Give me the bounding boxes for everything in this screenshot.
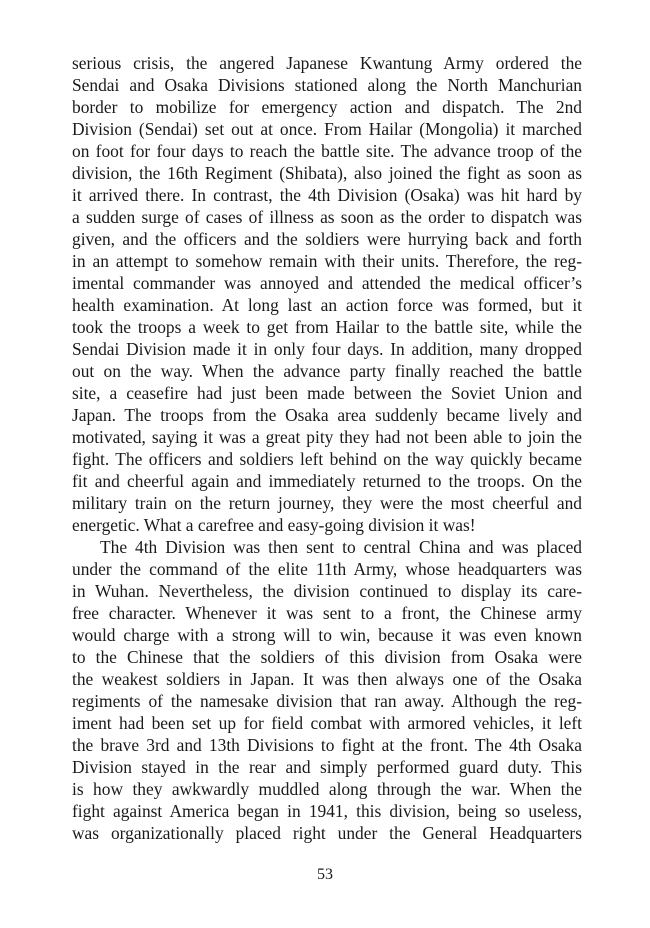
paragraph <box>72 52 582 536</box>
text-line: given, and the officers and the soldiers were hurrying back and forth <box>72 229 582 249</box>
text-line: health examination. At long last an action force was formed, but it <box>72 295 582 315</box>
page-number: 53 <box>317 866 333 883</box>
paragraph <box>72 536 582 844</box>
text-line: iment had been set up for field combat with armored vehicles, it left <box>72 713 582 733</box>
text-line: division, the 16th Regiment (Shibata), also joined the fight as soon as <box>72 163 582 183</box>
text-line: out on the way. When the advance party finally reached the battle <box>72 361 582 381</box>
text-line: in an attempt to somehow remain with their units. Therefore, the reg- <box>72 251 582 271</box>
text-line: site, a ceasefire had just been made between the Soviet Union and <box>72 383 582 403</box>
text-line: it arrived there. In contrast, the 4th Division (Osaka) was hit hard by <box>72 185 582 205</box>
text-line: is how they awkwardly muddled along through the war. When the <box>72 779 582 799</box>
text-line: The 4th Division was then sent to central China and was placed <box>100 537 582 557</box>
text-line: free character. Whenever it was sent to a front, the Chinese army <box>72 603 582 623</box>
text-line: was organizationally placed right under the General Headquarters <box>72 823 582 843</box>
text-line: fit and cheerful again and immediately returned to the troops. On the <box>72 471 582 491</box>
text-line: energetic. What a carefree and easy-going division it was! <box>72 515 476 535</box>
text-line: to the Chinese that the soldiers of this division from Osaka were <box>72 647 582 667</box>
text-line: took the troops a week to get from Hailar to the battle site, while the <box>72 317 582 337</box>
text-line: serious crisis, the angered Japanese Kwantung Army ordered the <box>72 53 582 73</box>
text-line: fight against America began in 1941, this division, being so useless, <box>72 801 582 821</box>
text-line: would charge with a strong will to win, because it was even known <box>72 625 582 645</box>
text-line: the brave 3rd and 13th Divisions to fight at the front. The 4th Osaka <box>72 735 582 755</box>
text-line: Japan. The troops from the Osaka area suddenly became lively and <box>72 405 582 425</box>
text-line: regiments of the namesake division that ran away. Although the reg- <box>72 691 582 711</box>
text-line: Sendai Division made it in only four days. In addition, many dropped <box>72 339 582 359</box>
text-line: under the command of the elite 11th Army, whose headquarters was <box>72 559 582 579</box>
text-line: Division (Sendai) set out at once. From Hailar (Mongolia) it marched <box>72 119 582 139</box>
text-line: military train on the return journey, they were the most cheerful and <box>72 493 582 513</box>
text-line: border to mobilize for emergency action and dispatch. The 2nd <box>72 97 582 117</box>
text-line: fight. The officers and soldiers left behind on the way quickly became <box>72 449 582 469</box>
text-line: Sendai and Osaka Divisions stationed along the North Manchurian <box>72 75 582 95</box>
text-line: on foot for four days to reach the battle site. The advance troop of the <box>72 141 582 161</box>
text-line: the weakest soldiers in Japan. It was then always one of the Osaka <box>72 669 582 689</box>
text-line: imental commander was annoyed and attended the medical officer’s <box>72 273 582 293</box>
text-line: motivated, saying it was a great pity they had not been able to join the <box>72 427 582 447</box>
text-line: in Wuhan. Nevertheless, the division continued to display its care- <box>72 581 582 601</box>
text-line: Division stayed in the rear and simply performed guard duty. This <box>72 757 582 777</box>
text-line: a sudden surge of cases of illness as soon as the order to dispatch was <box>72 207 582 227</box>
body-text <box>72 52 582 844</box>
